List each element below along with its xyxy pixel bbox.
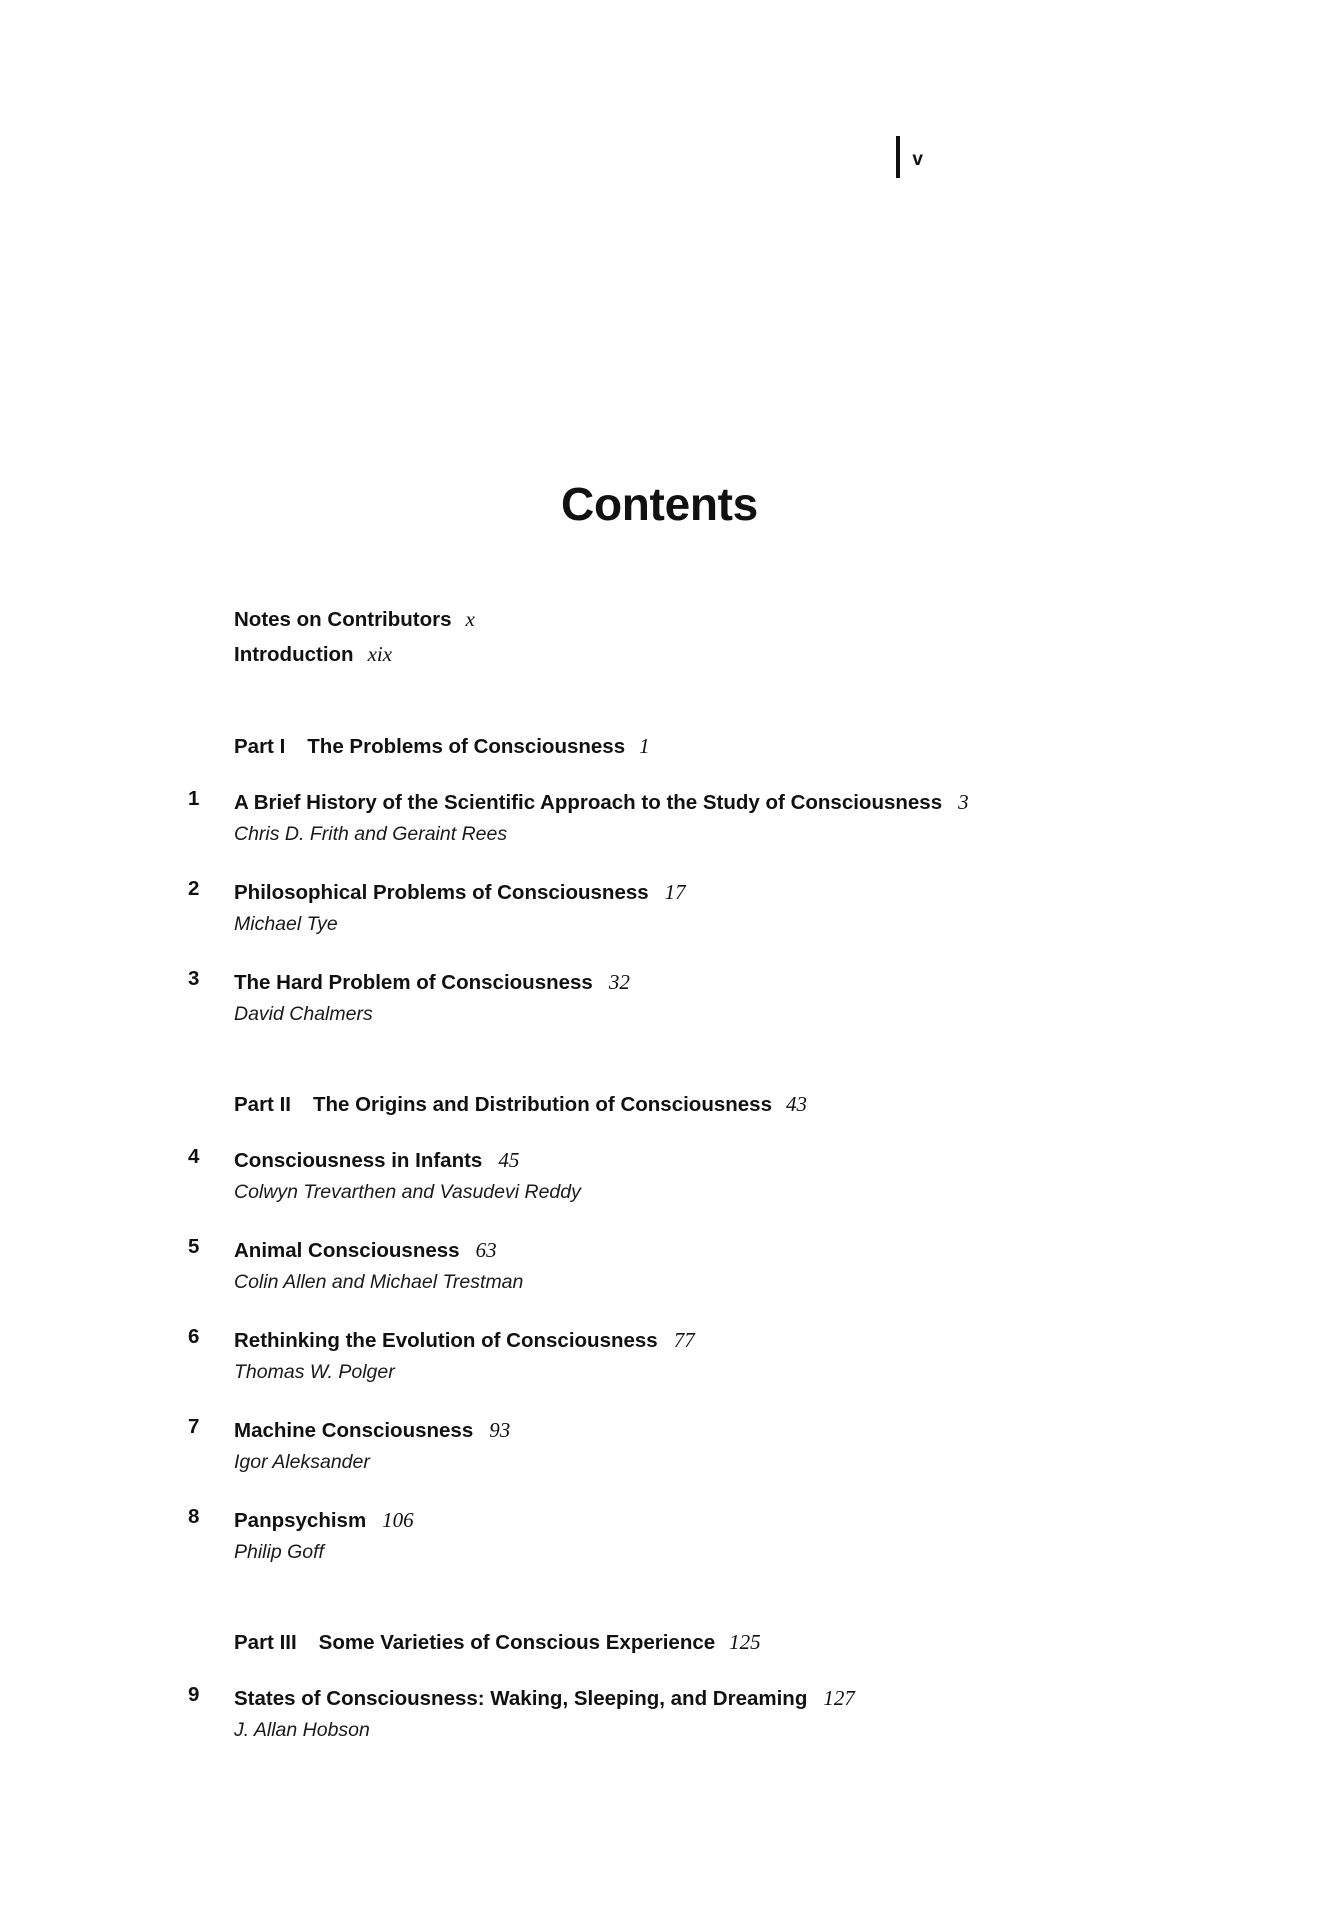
chapter-list xyxy=(188,787,1164,1030)
chapter-title-text: Machine Consciousness xyxy=(234,1419,474,1442)
chapter-title-text: Animal Consciousness xyxy=(234,1239,460,1262)
page-folio xyxy=(896,136,923,178)
chapter-authors: Chris D. Frith and Geraint Rees xyxy=(234,823,508,845)
chapter-title-text: Consciousness in Infants xyxy=(234,1149,483,1172)
chapter-authors: Colwyn Trevarthen and Vasudevi Reddy xyxy=(234,1181,581,1203)
part-page: 1 xyxy=(639,734,650,758)
chapter-authors: Philip Goff xyxy=(234,1541,324,1563)
chapter-title xyxy=(234,1325,1164,1356)
chapter-page: 127 xyxy=(823,1686,855,1710)
toc-frontmatter-entry[interactable] xyxy=(234,602,1164,637)
frontmatter-page: xix xyxy=(367,642,393,666)
chapter-title xyxy=(234,787,1164,818)
chapter-number: 4 xyxy=(188,1145,200,1168)
frontmatter-list xyxy=(234,602,1164,672)
toc-part-heading xyxy=(234,734,1164,759)
chapter-title xyxy=(234,1145,1164,1176)
chapter-title xyxy=(234,1683,1164,1714)
toc-chapter-entry[interactable] xyxy=(188,1235,1164,1298)
chapter-number: 6 xyxy=(188,1325,200,1348)
folio-rule xyxy=(896,136,900,178)
chapter-title xyxy=(234,1235,1164,1266)
chapter-page: 106 xyxy=(382,1508,414,1532)
chapter-number: 8 xyxy=(188,1505,200,1528)
chapter-authors: David Chalmers xyxy=(234,1003,373,1025)
page-title-text: Contents xyxy=(561,478,758,530)
chapter-number: 7 xyxy=(188,1415,200,1438)
toc-chapter-entry[interactable] xyxy=(188,787,1164,850)
toc-chapter-entry[interactable] xyxy=(188,1145,1164,1208)
chapter-authors: Thomas W. Polger xyxy=(234,1361,395,1383)
toc-chapter-entry[interactable] xyxy=(188,1683,1164,1746)
chapter-authors: J. Allan Hobson xyxy=(234,1719,370,1741)
part-label: Part II xyxy=(234,1093,291,1116)
frontmatter-page: x xyxy=(465,607,475,631)
chapter-title-text: Rethinking the Evolution of Consciousness xyxy=(234,1329,658,1352)
chapter-page: 77 xyxy=(673,1328,695,1352)
part-page: 125 xyxy=(729,1630,761,1654)
chapter-number: 1 xyxy=(188,787,200,810)
part-title: Some Varieties of Conscious Experience xyxy=(318,1631,716,1654)
toc-chapter-entry[interactable] xyxy=(188,877,1164,940)
toc-chapter-entry[interactable] xyxy=(188,967,1164,1030)
part-label: Part I xyxy=(234,735,286,758)
chapter-title-text: The Hard Problem of Consciousness xyxy=(234,971,593,994)
chapter-authors: Michael Tye xyxy=(234,913,338,935)
chapter-authors: Igor Aleksander xyxy=(234,1451,370,1473)
chapter-title xyxy=(234,1505,1164,1536)
chapter-list xyxy=(188,1145,1164,1568)
chapter-page: 45 xyxy=(498,1148,520,1172)
toc-chapter-entry[interactable] xyxy=(188,1325,1164,1388)
chapter-authors: Colin Allen and Michael Trestman xyxy=(234,1271,524,1293)
table-of-contents xyxy=(188,602,1164,1773)
part-title: The Origins and Distribution of Consciousness xyxy=(312,1093,772,1116)
chapter-title-text: Philosophical Problems of Consciousness xyxy=(234,881,649,904)
chapter-page: 17 xyxy=(664,880,686,904)
page-title xyxy=(0,477,1339,531)
chapter-title-text: States of Consciousness: Waking, Sleeping, and Dreaming xyxy=(234,1687,808,1710)
part-page: 43 xyxy=(785,1092,807,1116)
toc-part-heading xyxy=(234,1630,1164,1655)
chapter-page: 32 xyxy=(608,970,630,994)
chapter-title xyxy=(234,967,1164,998)
part-label: Part III xyxy=(234,1631,297,1654)
frontmatter-label: Notes on Contributors xyxy=(234,608,452,631)
chapter-list xyxy=(188,1683,1164,1746)
toc-frontmatter-entry[interactable] xyxy=(234,637,1164,672)
chapter-title xyxy=(234,1415,1164,1446)
chapter-number: 3 xyxy=(188,967,200,990)
chapter-number: 9 xyxy=(188,1683,200,1706)
chapter-title xyxy=(234,877,1164,908)
frontmatter-label: Introduction xyxy=(234,643,354,666)
chapter-number: 2 xyxy=(188,877,200,900)
part-title: The Problems of Consciousness xyxy=(307,735,626,758)
folio-number: v xyxy=(912,149,923,170)
toc-chapter-entry[interactable] xyxy=(188,1415,1164,1478)
chapter-number: 5 xyxy=(188,1235,200,1258)
chapter-title-text: Panpsychism xyxy=(234,1509,367,1532)
chapter-page: 93 xyxy=(489,1418,511,1442)
chapter-page: 63 xyxy=(475,1238,497,1262)
toc-chapter-entry[interactable] xyxy=(188,1505,1164,1568)
toc-part-heading xyxy=(234,1092,1164,1117)
chapter-title-text: A Brief History of the Scientific Approach to the Study of Consciousness xyxy=(234,791,943,814)
chapter-page: 3 xyxy=(958,790,969,814)
